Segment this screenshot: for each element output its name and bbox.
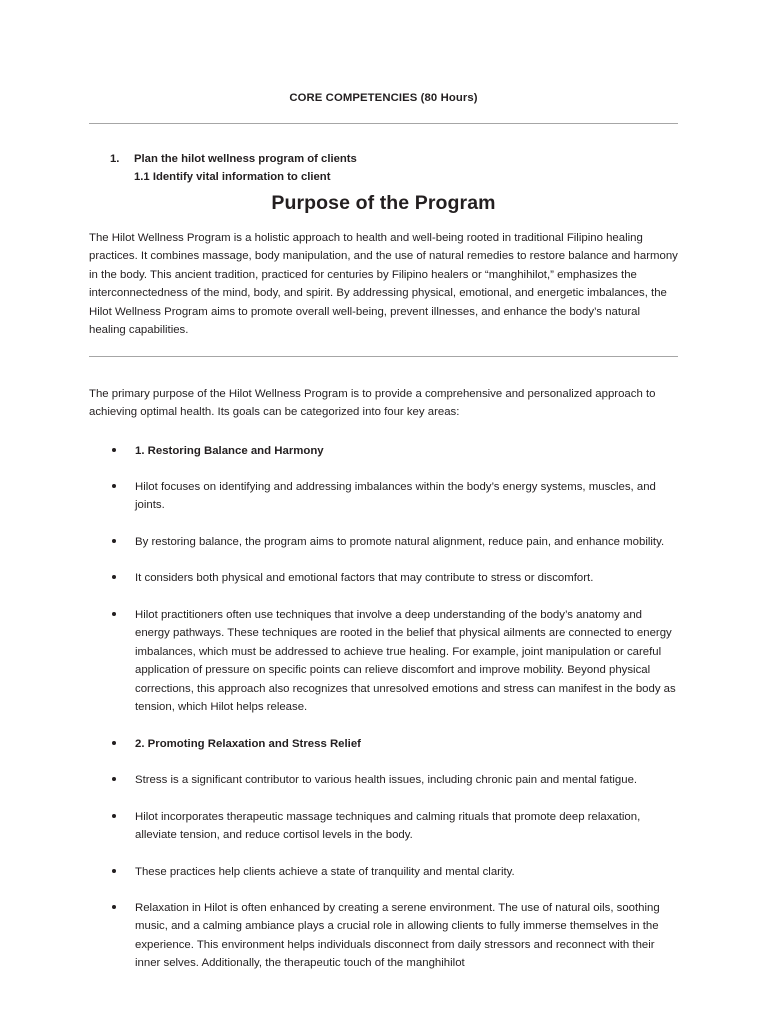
paragraph-intro: The Hilot Wellness Program is a holistic approach to health and well-being rooted in traditional Filipino healing practices. It combines massage, body manipulation, and the use of natural remedies to restore balance and harmony in the body. This ancient tradition, practiced for centuries by Filipino healers or “manghihilot,” emphasizes the interconnectedness of the mind, body, and spirit. By addressing physical, emotional, and energetic imbalances, the Hilot Wellness Program aims to promote overall well-being, prevent illnesses, and enhance the body’s natural healing capabilities. [89,231,678,337]
document-content [89,0,678,973]
numbered-heading-number: 1. [110,153,120,165]
bullet-dot-icon [112,741,116,745]
paragraph-purpose: The primary purpose of the Hilot Wellness Program is to provide a comprehensive and personalized approach to achieving optimal health. Its goals can be categorized into four key areas: [89,387,656,419]
list-item [89,478,678,515]
list-item [89,771,678,789]
list-item-text: Hilot focuses on identifying and addressing imbalances within the body’s energy systems, muscles, and joints. [135,480,656,512]
numbered-heading [89,151,678,167]
horizontal-rule-middle [89,356,678,357]
horizontal-rule-top [89,123,678,124]
list-item-text: It considers both physical and emotional factors that may contribute to stress or discomfort. [135,572,594,585]
list-item-text: These practices help clients achieve a state of tranquility and mental clarity. [135,865,515,878]
bullet-dot-icon [112,814,116,818]
list-item [89,442,678,460]
bullet-dot-icon [112,905,116,909]
bullet-dot-icon [112,869,116,873]
bullet-dot-icon [112,575,116,579]
list-item-text: 2. Promoting Relaxation and Stress Relief [135,737,361,750]
list-item-text: 1. Restoring Balance and Harmony [135,444,324,457]
paragraph-purpose-block [89,385,678,422]
bullet-dot-icon [112,539,116,543]
list-item [89,735,678,753]
list-item [89,808,678,845]
list-item-text: Relaxation in Hilot is often enhanced by creating a serene environment. The use of natural oils, soothing music, and a calming ambiance plays a crucial role in allowing clients to fully immerse themselves in the experience. This environment helps individuals disconnect from daily stressors and reconnect with their inner selves. Additionally, the therapeutic touch of the manghihilot [135,902,660,970]
list-item [89,569,678,587]
document-header: CORE COMPETENCIES (80 Hours) [289,92,478,104]
subheading: 1.1 Identify vital information to client [134,171,331,184]
list-item [89,863,678,881]
list-item [89,899,678,973]
list-item [89,533,678,551]
bullet-dot-icon [112,448,116,452]
bullet-dot-icon [112,777,116,781]
bullet-dot-icon [112,484,116,488]
list-item-text: Stress is a significant contributor to various health issues, including chronic pain and mental fatigue. [135,774,638,787]
bullet-list [89,442,678,973]
page-title: Purpose of the Program [271,191,496,214]
list-item [89,606,678,717]
bullet-dot-icon [112,612,116,616]
numbered-heading-text: Plan the hilot wellness program of clients [134,153,357,165]
list-item-text: By restoring balance, the program aims to promote natural alignment, reduce pain, and enhance mobility. [135,535,665,548]
list-item-text: Hilot practitioners often use techniques that involve a deep understanding of the body’s anatomy and energy pathways. These techniques are rooted in the belief that physical ailments are connected to energy imbalances, which must be addressed to achieve true healing. For example, joint manipulation or careful application of pressure on specific points can relieve discomfort and improve mobility. Beyond physical corrections, this approach also recognizes that unresolved emotions and stress can manifest in the body as tension, which Hilot helps release. [135,608,676,714]
list-item-text: Hilot incorporates therapeutic massage techniques and calming rituals that promote deep relaxation, alleviate tension, and reduce cortisol levels in the body. [135,810,641,842]
